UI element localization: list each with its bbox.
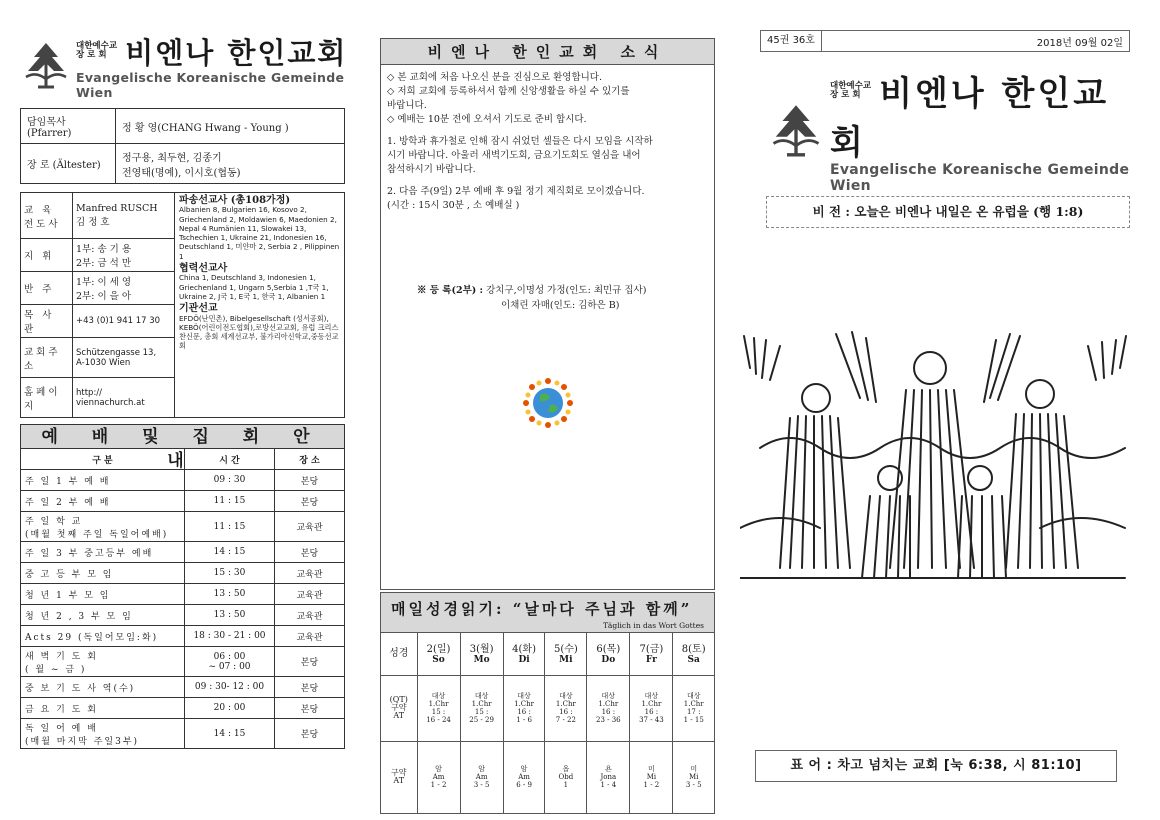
reading-day [503,633,545,675]
table-row [21,698,345,719]
qt-passage: 대상 1.Chr 16 : 23 - 36 [587,675,630,741]
at-passage: 암 Am 3 - 5 [460,741,503,813]
globe-people-icon [520,375,576,431]
at-passage: 암 Am 1 - 2 [417,741,460,813]
registration-label: ※ 등 록(2부) : [417,285,484,296]
table-row [21,305,175,338]
worship-name: 주 일 2 부 예 배 [21,491,185,512]
table-row [381,675,714,741]
staff-section [20,192,345,418]
worship-place: 본당 [275,470,345,491]
denomination-line1: 대한예수교 [830,80,872,91]
qt-passage: 대상 1.Chr 17 : 1 - 15 [673,675,714,741]
row-label: 구약 AT [381,741,417,813]
news-title: 비엔나 한인교회 소식 [381,39,714,65]
org-missions-title: 기관선교 [179,303,218,315]
worship-time: 11 : 15 [185,491,275,512]
staff-label: 반 주 [21,272,73,305]
day-korean: 3(월) [469,643,494,655]
qt-passage: 대상 1.Chr 16 : 7 - 22 [545,675,587,741]
day-korean: 5(수) [553,643,578,655]
worship-name: 청 년 2 , 3 부 모 임 [21,605,185,626]
day-korean: 4(화) [512,643,536,655]
worship-time: 20 : 00 [185,698,275,719]
reading-day [545,633,587,675]
pastor-label: 담임목사(Pfarrer) [21,109,116,144]
registration-line1: 강치구,이명성 가정(인도: 최민규 집사) [483,285,647,296]
motto: 표 어 : 차고 넘치는 교회 [눅 6:38, 시 81:10] [755,750,1117,782]
worship-place: 본당 [275,491,345,512]
table-row [21,338,175,378]
denomination-line2: 장 로 회 [830,89,861,100]
registration-note [387,283,708,313]
qt-passage: 대상 1.Chr 16 : 37 - 43 [630,675,673,741]
day-korean: 7(금) [639,643,664,655]
cover-panel [760,30,1130,773]
staff-table [20,192,175,418]
worship-time: 13 : 50 [185,584,275,605]
staff-label: 교 육 전도사 [21,193,73,239]
worship-time: 13 : 50 [185,605,275,626]
table-row [21,563,345,584]
staff-value: 1부: 송 기 용 2부: 금 석 만 [73,239,175,272]
pastor-value: 정 황 영(CHANG Hwang - Young ) [116,109,345,144]
table-row [21,109,345,144]
worship-place: 교육관 [275,605,345,626]
qt-passage: 대상 1.Chr 16 : 1 - 6 [503,675,545,741]
worship-time: 09 : 30 [185,470,275,491]
church-name-german: Evangelische Koreanische Gemeinde Wien [76,69,345,100]
worship-table [20,448,345,749]
pastor-table [20,108,345,184]
worship-place: 본당 [275,698,345,719]
dancing-people-illustration [740,328,1130,598]
church-name-german: Evangelische Koreanische Gemeinde Wien [830,162,1130,194]
staff-value: +43 (0)1 941 17 30 [73,305,175,338]
registration-line2: 이채린 자매(인도: 김하은 B) [501,300,620,311]
at-passage: 미 Mi 1 - 2 [630,741,673,813]
row-label: 성경 [389,647,409,659]
news-item: 1. 방학과 휴가철로 인해 잠시 쉬었던 셀들은 다시 모임을 시작하 시기 바랍니다. 아울러 새벽기도회, 금요기도회도 열심을 내어 참석하시기 바랍니다. [387,136,653,175]
reading-day [630,633,673,675]
left-panel [20,30,350,749]
worship-name: 독 일 어 예 배 (매월 마지막 주일3부) [21,719,185,749]
issue-bar [760,30,1130,52]
news-intro: ◇ 예배는 10분 전에 오셔서 기도로 준비 합시다. [387,114,587,125]
worship-place: 본당 [275,719,345,749]
worship-time: 18 : 30 - 21 : 00 [185,626,275,647]
worship-place: 본당 [275,542,345,563]
table-row [21,719,345,749]
middle-panel [380,38,715,810]
at-passage: 미 Mi 3 - 5 [673,741,714,813]
table-row [21,677,345,698]
denomination-line1: 대한예수교 [76,41,118,51]
worship-place: 본당 [275,647,345,677]
worship-place: 교육관 [275,512,345,542]
column-header: 시 간 [185,449,275,470]
staff-value: http:// viennachurch.at [73,378,175,418]
day-korean: 6(목) [596,643,621,655]
day-german: Sa [687,654,700,665]
staff-value: Schützengasse 13, A-1030 Wien [73,338,175,378]
bible-reading-box [380,592,715,814]
table-row [381,633,714,675]
worship-time: 06 : 00 ~ 07 : 00 [185,647,275,677]
column-header: 구 분 [21,449,185,470]
church-name: 비엔나 한인교회 [830,74,1110,163]
worship-name: 중 고 등 부 모 임 [21,563,185,584]
table-row [21,584,345,605]
day-german: Fr [645,654,657,665]
church-logo [20,30,350,100]
day-german: Mo [473,654,490,665]
table-row [21,512,345,542]
staff-label: 홈페이지 [21,378,73,418]
sent-missionaries-text: Albanien 8, Bulgarien 16, Kosovo 2, Griechenland 2, Moldawien 6, Maedonien 2, Nepal 4 Rumänien 11, Slowakei 13, Tschechien 1, Ukraine 21, Indonesien 16, Deutschland 1, 미얀마 2, Serbia 2 , Pilippinen 1 [179,205,340,261]
tree-logo-icon [20,41,72,89]
elder-value: 정구용, 최두현, 김종기 전영태(명예), 이시호(협동) [116,144,345,184]
news-item: 2. 다음 주(9일) 2부 예배 후 9월 정기 제직회로 모이겠습니다. (시간 : 15시 30분 , 소 예배실 ) [387,186,645,211]
worship-place: 교육관 [275,626,345,647]
worship-name: 주 일 학 교 (매월 첫째 주일 독일어예배) [21,512,185,542]
tree-logo-icon [766,103,826,157]
news-intro: ◇ 저희 교회에 등록하셔서 함께 신앙생활을 하실 수 있기를 바랍니다. [387,86,630,111]
coop-missionaries-title: 협력선교사 [179,263,228,275]
worship-time: 11 : 15 [185,512,275,542]
sent-missionaries-title: 파송선교사 (총108가정) [179,195,291,206]
table-row [21,144,345,184]
table-row [21,647,345,677]
missions-box [175,192,345,418]
reading-day [417,633,460,675]
staff-label: 지 휘 [21,239,73,272]
worship-name: Acts 29 (독일어모임:화) [21,626,185,647]
day-german: Di [518,654,530,665]
denomination-line2: 장 로 회 [76,50,107,60]
worship-time: 09 : 30- 12 : 00 [185,677,275,698]
cover-logo [766,66,1130,194]
day-korean: 8(토) [681,643,706,655]
at-passage: 암 Am 6 - 9 [503,741,545,813]
day-korean: 2(일) [426,643,451,655]
volume-number: 45권 36호 [761,31,822,51]
reading-table [381,633,714,813]
vision-statement: 비 전 : 오늘은 비엔나 내일은 온 유럽을 (행 1:8) [766,196,1130,228]
worship-name: 주 일 1 부 예 배 [21,470,185,491]
church-name: 비엔나 한인교회 [125,35,348,70]
worship-name: 금 요 기 도 회 [21,698,185,719]
qt-passage: 대상 1.Chr 15 : 16 - 24 [417,675,460,741]
table-row [21,378,175,418]
reading-subtitle: Täglich in das Wort Gottes [603,621,704,630]
at-passage: 옵 Obd 1 [545,741,587,813]
worship-name: 새 벽 기 도 회 ( 월 ~ 금 ) [21,647,185,677]
worship-name: 중 보 기 도 사 역(수) [21,677,185,698]
table-row [21,193,175,239]
table-row [21,491,345,512]
elder-label: 장 로 (Ältester) [21,144,116,184]
news-box [380,38,715,590]
staff-value: Manfred RUSCH 김 정 호 [73,193,175,239]
worship-title: 예 배 및 집 회 안 내 [20,424,345,448]
reading-title: 매일성경읽기: “날마다 주님과 함께” [391,600,693,618]
at-passage: 욘 Jona 1 - 4 [587,741,630,813]
worship-time: 15 : 30 [185,563,275,584]
staff-label: 교회주소 [21,338,73,378]
issue-date: 2018년 09월 02일 [1036,37,1123,49]
org-missions-text: EFDÖ(난민촌), Bibelgesellschaft (성서공회), KEBÖ(어린이전도협회),로방선교교회, 유럽 크리스찬신문, 총회 세계선교부, 불가리아신학교,중동선교회 [179,313,339,351]
staff-label: 목 사 관 [21,305,73,338]
day-german: So [432,654,445,665]
table-row [21,605,345,626]
table-row [21,542,345,563]
row-label: (QT) 구약 AT [381,675,417,741]
worship-time: 14 : 15 [185,719,275,749]
coop-missionaries-text: China 1, Deutschland 3, Indonesien 1, Griechenland 1, Ungarn 5,Serbia 1 ,T국 1, Ukraine 2, J국 1, E국 1, 한국 1, Albanien 1 [179,273,329,301]
day-german: Mi [559,654,573,665]
reading-day [673,633,714,675]
reading-day [587,633,630,675]
worship-name: 주 일 3 부 중고등부 예배 [21,542,185,563]
worship-place: 교육관 [275,584,345,605]
day-german: Do [601,654,616,665]
table-row [21,239,175,272]
staff-value: 1부: 이 세 영 2부: 이 을 아 [73,272,175,305]
table-row [21,272,175,305]
worship-place: 본당 [275,677,345,698]
column-header: 장 소 [275,449,345,470]
table-row [21,626,345,647]
worship-name: 청 년 1 부 모 임 [21,584,185,605]
reading-day [460,633,503,675]
worship-place: 교육관 [275,563,345,584]
worship-time: 14 : 15 [185,542,275,563]
table-row [381,741,714,813]
qt-passage: 대상 1.Chr 15 : 25 - 29 [460,675,503,741]
news-body [381,65,714,437]
news-intro: ◇ 본 교회에 처음 나오신 분을 진심으로 환영합니다. [387,72,603,83]
